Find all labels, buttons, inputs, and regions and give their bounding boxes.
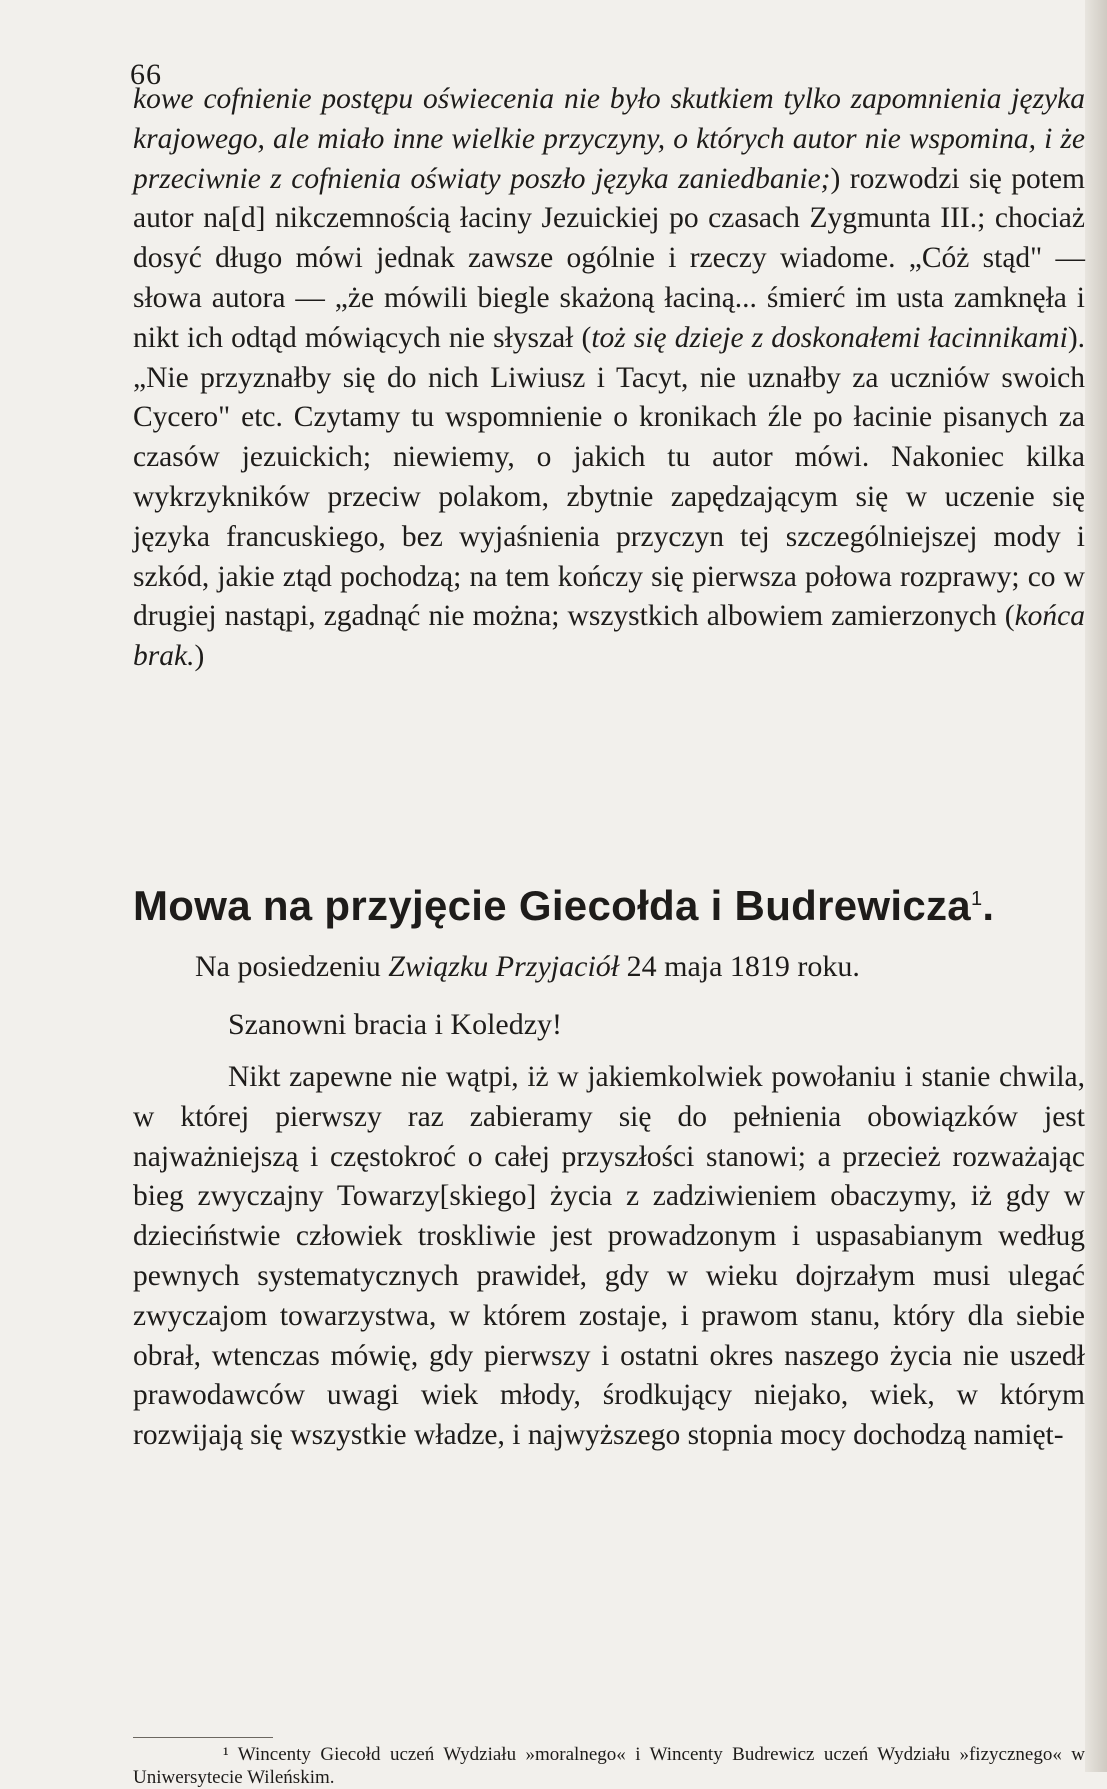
section-subtitle (195, 950, 860, 984)
paragraph-text-c: ) (194, 640, 205, 673)
section-heading: Mowa na przyjęcie Giecołda i Budrewicza$^1$. (133, 882, 995, 929)
italic-remark: toż się dzieje z doskonałemi łacinnikami (591, 321, 1068, 354)
footnote-mark: 1 (970, 888, 983, 910)
italic-intro: kowe cofnienie postępu oświecenia nie było skutkiem tylko zapomnienia języka krajowego, ale miało inne wielkie przyczyny, o których autor nie wspomina, i że przeciwnie z cofnienia oświaty poszło języka zaniedbanie; (133, 83, 1085, 195)
page-edge (1085, 0, 1107, 1772)
subtitle-text-a: Na posiedzeniu (195, 950, 389, 983)
italic-end-note: końca brak. (133, 600, 1085, 673)
paragraph-text-b: ). „Nie przyznałby się do nich Liwiusz i Tacyt, nie uznałby za uczniów swoich Cycero" etc. Czytamy tu wspomnienie o kronikach źle po łacinie pisanych za czasów jezuickich; niewiemy, o jakich tu autor mówi. Nakoniec kilka wykrzykników przeciw polakom, zbytnie zapędzającym się w uczenie się języka francuskiego, bez wyjaśnienia przyczyn tej szczególniejszej mody i szkód, jakie ztąd pochodzą; na tem kończy się pierwsza połowa rozprawy; co w drugiej nastąpi, zgadnąć nie można; wszystkich albowiem zamierzonych ( (133, 321, 1086, 633)
footnote: ¹ Wincenty Giecołd uczeń Wydziału »moralnego« i Wincenty Budrewicz uczeń Wydziału »fizycznego« w Uniwersytecie Wileńskim. (133, 1744, 1085, 1788)
speech-paragraph: Nikt zapewne nie wątpi, iż w jakiemkolwiek powołaniu i stanie chwila, w której pierwszy raz zabieramy się do pełnienia obowiązków jest najważniejszą i częstokroć o całej przyszłości stanowi; a przecież rozważając bieg zwyczajny Towarzy[skiego] życia z zadziwieniem obaczymy, iż gdy w dzieciństwie człowiek troskliwie jest prowadzonym i uspasabianym według pewnych systematycznych prawideł, gdy w wieku dojrzałym musi ulegać zwyczajom towarzystwa, w którem zostaje, i prawom stanu, który dla siebie obrał, wtenczas mówię, gdy pierwszy i ostatni okres naszego życia nie uszedł prawodawców uwagi wiek młody, środkujący niejako, wiek, w którym rozwijają się wszystkie władze, i najwyższego stopnia mocy dochodzą namięt- (133, 1061, 1085, 1452)
heading-text: Mowa na przyjęcie Giecołda i Budrewicza (133, 882, 971, 929)
continuation-paragraph (133, 80, 1085, 677)
subtitle-text-b: 24 maja 1819 roku. (619, 950, 860, 983)
salutation: Szanowni bracia i Koledzy! (228, 1008, 563, 1041)
paragraph-text-a: ) rozwodzi się potem autor na[d] nikczemnością łaciny Jezuickiej po czasach Zygmunta III.; chociaż dosyć długo mówi jednak zawsze ogólnie i rzeczy wiadome. „Cóż stąd" — słowa autora — „że mówili biegle skażoną łaciną... śmierć im usta zamknęła i nikt ich odtąd mówiących nie słyszał ( (133, 162, 1086, 354)
footnote-divider (133, 1737, 273, 1738)
subtitle-italic: Związku Przyjaciół (388, 950, 620, 983)
page-number: 66 (130, 58, 162, 91)
